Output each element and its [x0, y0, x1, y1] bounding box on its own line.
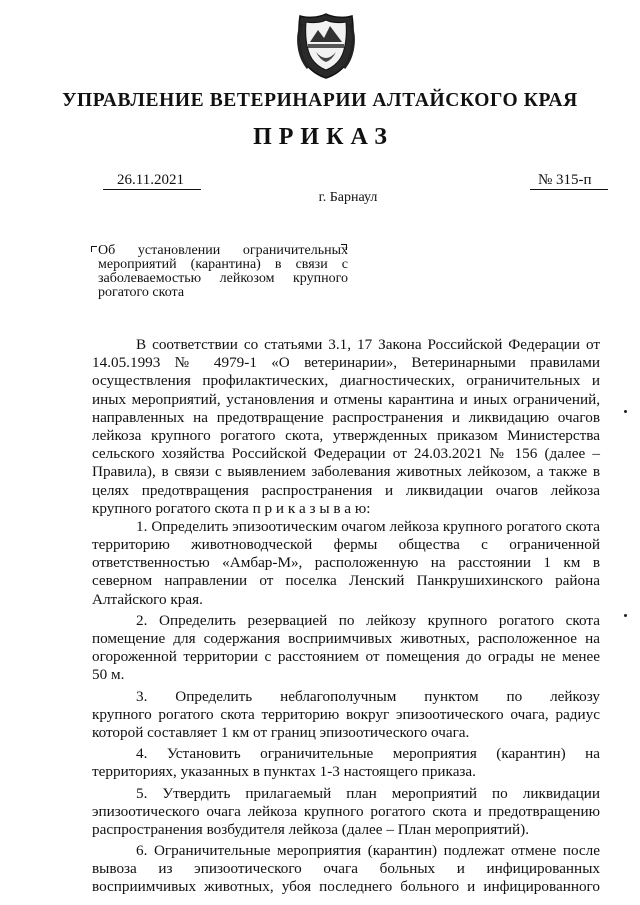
body-line: направленных на предотвращение распространения и ликвидацию очагов	[92, 408, 600, 426]
body-line: которой составляет 1 км от границ эпизоотического очага.	[92, 723, 470, 741]
subject-line: Об установлении ограничительных	[98, 243, 348, 258]
agency-name: УПРАВЛЕНИЕ ВЕТЕРИНАРИИ АЛТАЙСКОГО КРАЯ	[62, 90, 578, 111]
coat-of-arms-emblem	[294, 12, 358, 80]
body-line: целях предотвращения распространения и ликвидации очагов лейкоза	[92, 481, 600, 499]
body-line: огороженной территории с расстоянием от помещения до ограды не менее	[92, 648, 600, 666]
body-line: Правила), в связи с выявлением заболевания животных лейкозом, а также в	[92, 463, 600, 481]
body-line: иных мероприятий, установления и отмены карантина и иных ограничений,	[92, 390, 600, 408]
subject-line: заболеваемостью лейкозом крупного	[98, 271, 348, 286]
body-line: распространения возбудителя лейкоза (далее – План мероприятий).	[92, 820, 530, 838]
body-line: 6. Ограничительные мероприятия (карантин) подлежат отмене после	[136, 842, 600, 860]
subject-line: мероприятий (карантина) в связи с	[98, 257, 348, 272]
body-line: крупного рогатого скота п р и к а з ы в а ю:	[92, 499, 371, 517]
body-line: лейкоза крупного рогатого скота, утвержденных приказом Министерства	[92, 426, 600, 444]
body-line: эпизоотического очага лейкоза крупного рогатого скота и предотвращению	[92, 802, 600, 820]
body-line: Алтайского края.	[92, 590, 203, 608]
body-line: осуществления профилактических, диагностических, ограничительных и	[92, 372, 600, 390]
body-line: восприимчивых животных, убоя последнего больного и инфицированного	[92, 878, 600, 896]
document-body	[92, 336, 600, 897]
body-line: 3. Определить неблагополучным пунктом по лейкозу	[136, 687, 600, 705]
document-number: № 315-п	[530, 172, 608, 190]
body-line: 50 м.	[92, 666, 125, 684]
body-line: 14.05.1993 № 4979-1 «О ветеринарии», Ветеринарными правилами	[92, 354, 600, 372]
subject-line: рогатого скота	[98, 285, 185, 300]
subject-bracket-left	[91, 246, 97, 252]
body-line: 1. Определить эпизоотическим очагом лейкоза крупного рогатого скота	[136, 517, 600, 535]
body-line: 5. Утвердить прилагаемый план мероприятий по ликвидации	[136, 784, 600, 802]
body-line: ответственностью «Амбар-М», расположенную на расстоянии 1 км в	[92, 554, 600, 572]
body-line: территориях, указанных в пунктах 1-3 настоящего приказа.	[92, 763, 476, 781]
body-line: сельского хозяйства Российской Федерации от 24.03.2021 № 156 (далее –	[92, 445, 600, 463]
document-city: г. Барнаул	[318, 190, 378, 205]
document-subject	[98, 244, 348, 300]
body-line: вывоза из эпизоотического очага больных и инфицированных	[92, 860, 600, 878]
body-line: крупного рогатого скота территорию вокруг эпизоотического очага, радиус	[92, 705, 600, 723]
body-line: 2. Определить резервацией по лейкозу крупного рогатого скота	[136, 611, 600, 629]
body-line: северном направлении от поселка Ленский Панкрушихинского района	[92, 572, 600, 590]
body-line: территорию животноводческой фермы общества с ограниченной	[92, 536, 600, 554]
scan-speck	[624, 614, 627, 617]
body-line: В соответствии со статьями 3.1, 17 Закона Российской Федерации от	[136, 336, 600, 353]
body-line: помещение для содержания восприимчивых животных, расположенное на	[92, 630, 600, 647]
scan-speck	[624, 410, 627, 413]
document-type-title: ПРИКАЗ	[253, 124, 394, 150]
body-line: 4. Установить ограничительные мероприятия (карантин) на	[136, 745, 600, 763]
document-date: 26.11.2021	[103, 172, 201, 190]
